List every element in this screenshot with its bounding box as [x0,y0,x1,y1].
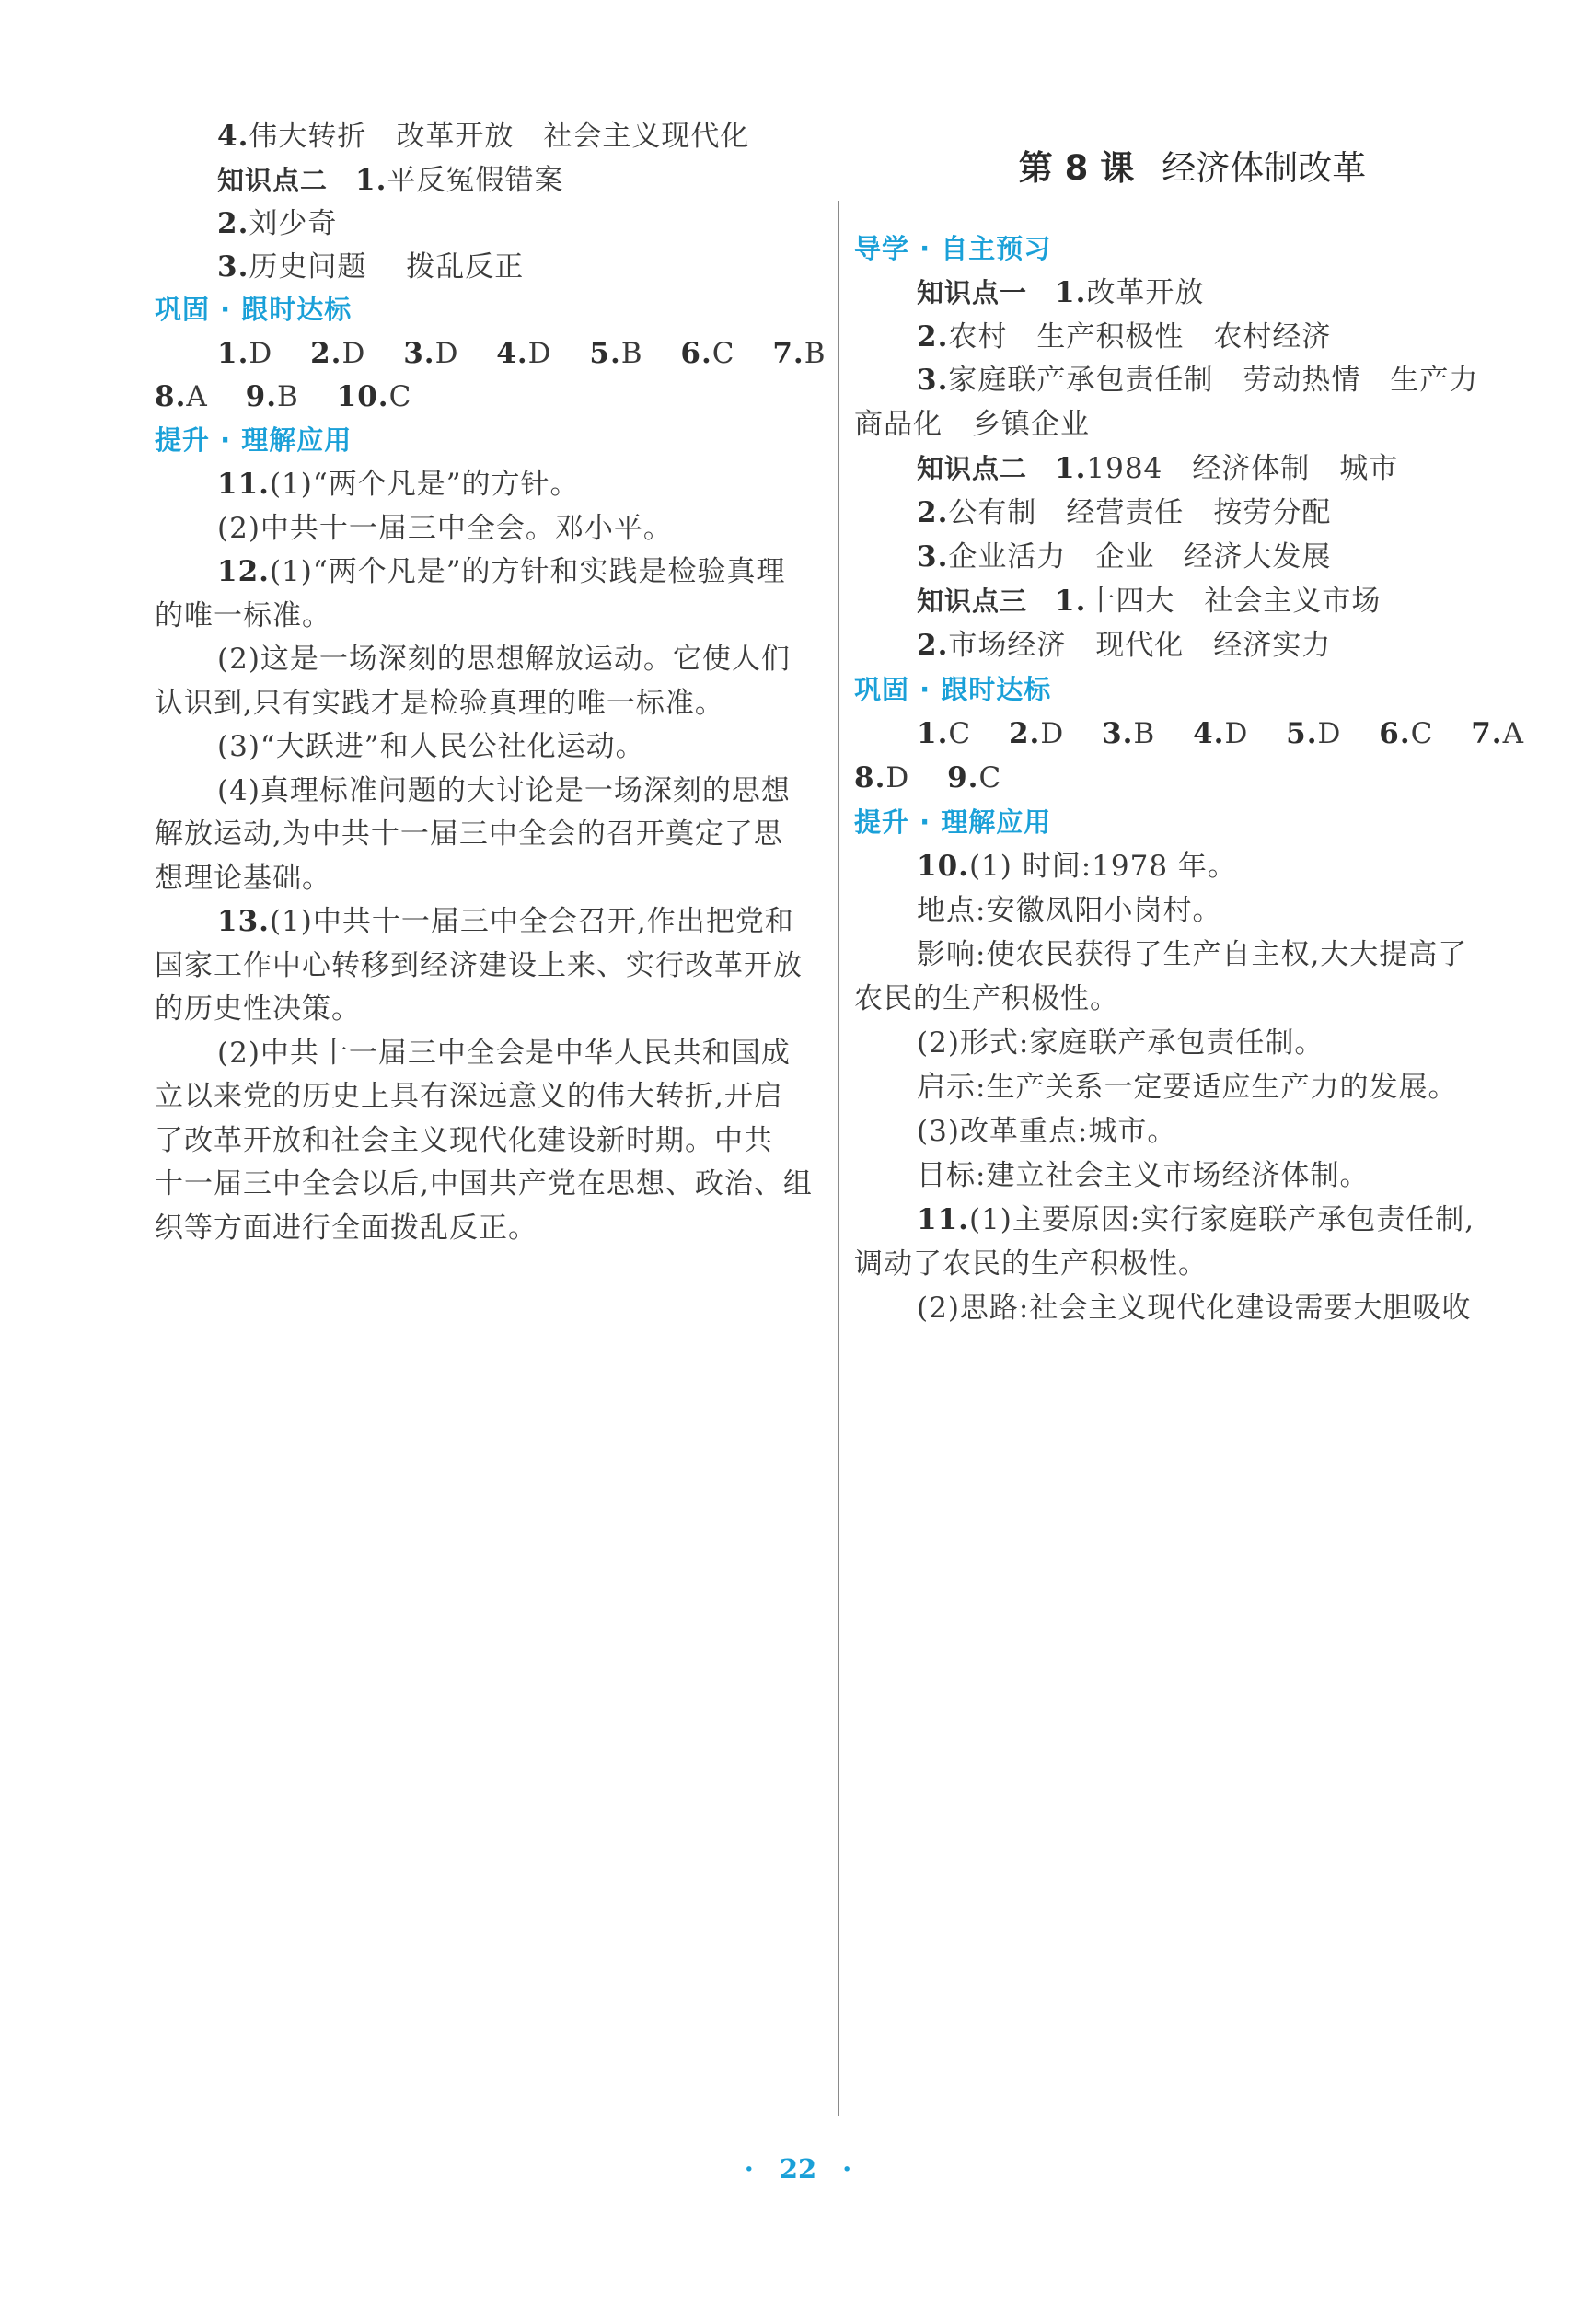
section-heading: 导学 · 自主预习 [854,233,1052,264]
answer-line: 的唯一标准。 [155,599,331,632]
item-number: 4. [217,120,249,153]
answer-line: 了改革开放和社会主义现代化建设新时期。中共 [155,1124,773,1157]
section-heading: 提升 · 理解应用 [155,424,353,456]
choice-answers-row: 1.D 2.D 3.D 4.D 5.B 6.C 7.B [217,337,827,370]
answer-text: 历史问题 拨乱反正 [249,250,525,284]
answer-line: 立以来党的历史上具有深远意义的伟大转折,开启 [155,1080,783,1113]
answer-line: 12.(1)“两个凡是”的方针和实践是检验真理 [217,555,786,588]
section-heading: 提升 · 理解应用 [854,806,1052,838]
section-heading: 巩固 · 跟时达标 [155,294,353,325]
answer-line: 解放运动,为中共十一届三中全会的召开奠定了思 [155,817,783,851]
answer-line: 目标:建立社会主义市场经济体制。 [917,1159,1370,1192]
answer-line: 影响:使农民获得了生产自主权,大大提高了 [917,938,1468,971]
answer-line: (2)这是一场深刻的思想解放运动。它使人们 [217,643,791,676]
answer-line: 的历史性决策。 [155,992,361,1026]
knowledge-point-line: 知识点三 1.十四大 社会主义市场 [917,585,1382,618]
answer-line: 11.(1)“两个凡是”的方针。 [217,468,580,501]
choice-answers-row: 8.D 9.C [854,761,1002,794]
knowledge-point-label: 知识点二 [217,165,329,196]
knowledge-point-line: 知识点二 1.1984 经济体制 城市 [917,452,1399,485]
answer-line: (4)真理标准问题的大讨论是一场深刻的思想 [217,774,791,807]
choice-answers-row: 1.C 2.D 3.B 4.D 5.D 6.C 7.A [917,717,1524,750]
answer-line: 3.家庭联产承包责任制 劳动热情 生产力 [917,364,1479,397]
answer-line: 想理论基础。 [155,862,331,895]
knowledge-point-line [217,162,563,199]
answer-line [217,118,749,155]
answer-line: (3)“大跃进”和人民公社化运动。 [217,730,645,763]
answer-line: 认识到,只有实践才是检验真理的唯一标准。 [155,687,724,720]
section-heading: 巩固 · 跟时达标 [854,674,1052,705]
item-number: 2. [217,207,249,240]
choice-answers-row: 8.A 9.B 10.C [155,380,412,413]
answer-line: 3.企业活力 企业 经济大发展 [917,540,1332,574]
answer-line: 启示:生产关系一定要适应生产力的发展。 [917,1071,1458,1104]
lesson-title: 第 8 课 经济体制改革 [1018,148,1367,188]
answer-line: (2)中共十一届三中全会。邓小平。 [217,512,673,545]
page-number: · 22 · [744,2153,852,2185]
answer-line: (3)改革重点:城市。 [917,1115,1177,1148]
answer-text: 平反冤假错案 [387,164,564,197]
answer-line: 2.市场经济 现代化 经济实力 [917,629,1332,662]
answer-text: 刘少奇 [249,207,338,240]
item-number: 1. [355,164,387,197]
answer-line: 13.(1)中共十一届三中全会召开,作出把党和 [217,905,794,938]
answer-line: 11.(1)主要原因:实行家庭联产承包责任制, [917,1203,1475,1236]
answer-line: 2.农村 生产积极性 农村经济 [917,320,1332,354]
answer-line: 十一届三中全会以后,中国共产党在思想、政治、组 [155,1167,813,1200]
item-number: 3. [217,250,249,284]
answer-line: (2)形式:家庭联产承包责任制。 [917,1026,1324,1060]
answer-line: (2)中共十一届三中全会是中华人民共和国成 [217,1037,791,1070]
answer-line: 2.公有制 经营责任 按劳分配 [917,496,1332,529]
answer-line: 10.(1) 时间:1978 年。 [917,850,1237,883]
answer-line: 国家工作中心转移到经济建设上来、实行改革开放 [155,949,803,982]
answer-line: 商品化 乡镇企业 [854,408,1090,441]
answer-line [217,205,337,242]
answer-text: 伟大转折 改革开放 社会主义现代化 [249,120,750,153]
answer-line [217,249,524,285]
column-divider [838,201,839,2116]
answer-line: (2)思路:社会主义现代化建设需要大胆吸收 [917,1292,1472,1325]
answer-line: 地点:安徽凤阳小岗村。 [917,894,1222,927]
answer-line: 农民的生产积极性。 [854,982,1119,1015]
answer-line: 调动了农民的生产积极性。 [854,1247,1208,1281]
knowledge-point-line: 知识点一 1.改革开放 [917,276,1205,309]
answer-line: 织等方面进行全面拨乱反正。 [155,1212,538,1245]
